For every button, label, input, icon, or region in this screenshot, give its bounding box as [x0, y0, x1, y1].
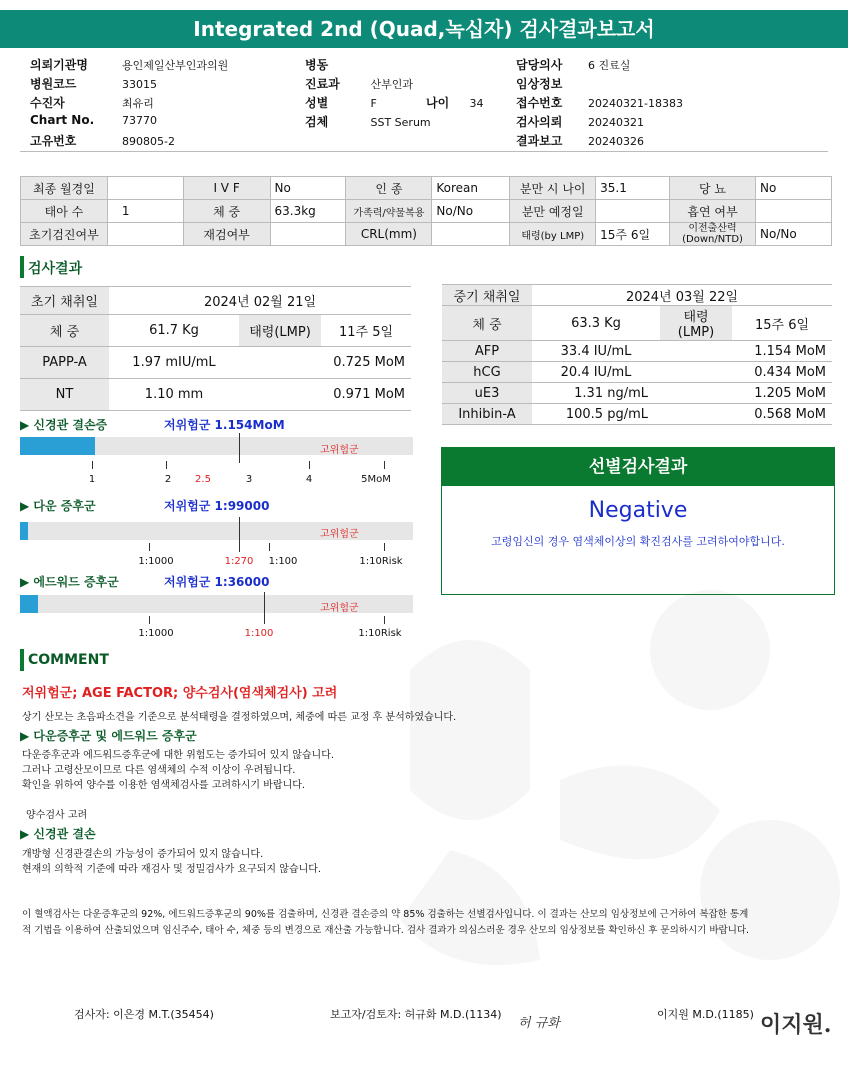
- age-value: 34: [469, 97, 484, 110]
- down-high-label: 고위험군: [320, 529, 359, 540]
- tester-name: 검사자: 이은경 M.T.(35454): [74, 1008, 214, 1021]
- info-value: 용인제일산부인과의원: [122, 59, 229, 72]
- second-marker-label: uE3: [442, 383, 532, 404]
- comment-line: 개방형 신경관결손의 가능성이 증가되어 있지 않습니다.: [22, 849, 264, 860]
- second-marker-mom: 1.154 MoM: [660, 341, 832, 362]
- down-threshold-marker: [239, 517, 240, 552]
- axis-tick: [166, 461, 167, 469]
- ntd-risk-fill: [20, 437, 95, 455]
- info-row: [30, 75, 290, 94]
- first-marker-row: [20, 379, 411, 411]
- edwards-risk-low: 저위험군 1:36000: [164, 575, 270, 589]
- ntd-threshold-marker: [239, 433, 240, 463]
- age-label: 나이: [426, 96, 450, 110]
- second-marker-label: hCG: [442, 362, 532, 383]
- clinical-value: 63.3kg: [270, 200, 346, 223]
- info-value: 20240321-18383: [588, 97, 683, 110]
- comment-line: 현재의 의학적 기준에 따라 재검사 및 정밀검사가 요구되지 않습니다.: [22, 864, 322, 875]
- specimen-value: SST Serum: [370, 116, 431, 129]
- down-risk-low: 저위험군 1:99000: [164, 499, 270, 513]
- clinical-label: 체 중: [183, 200, 270, 223]
- first-date-value: 2024년 02월 21일: [109, 287, 411, 315]
- clinical-label: CRL(mm): [346, 223, 432, 246]
- info-label: 수진자: [30, 96, 65, 110]
- ntd-tick-label: 2: [164, 474, 172, 485]
- second-date-value: 2024년 03월 22일: [532, 285, 832, 306]
- clinical-value: [107, 177, 183, 200]
- first-marker-label: NT: [20, 379, 109, 411]
- second-weight-row: [442, 306, 832, 341]
- info-value: 20240321: [588, 116, 644, 129]
- axis-tick: [309, 461, 310, 469]
- info-row: [30, 94, 290, 113]
- clinical-value: No: [270, 177, 346, 200]
- clinical-value: [432, 223, 510, 246]
- second-date-row: [442, 285, 832, 306]
- down-tick-label: 1:100: [268, 556, 298, 567]
- edwards-risk-fill: [20, 595, 38, 613]
- clinical-info-table: [20, 176, 832, 246]
- info-row: [516, 113, 836, 132]
- axis-tick: [149, 616, 150, 624]
- comment-line: 다운증후군과 에드워드증후군에 대한 위험도는 증가되어 있지 않습니다.: [22, 750, 335, 761]
- second-marker-value: 20.4 IU/mL: [532, 362, 660, 383]
- disclaimer-line: 적 기법을 이용하여 산출되었으며 임신주수, 태아 수, 체중 등의 변경으로 재산출 가능합니다. 검사 결과가 의심스러운 경우 산모의 임상정보를 확인하신 후 문의하시기 바랍니다.: [22, 925, 750, 936]
- down-tick-label: 1:270: [224, 556, 254, 567]
- comment-amnio: 양수검사 고려: [26, 810, 88, 821]
- specimen-label: 검체: [305, 115, 329, 129]
- ntd-tick-label: 3: [245, 474, 253, 485]
- info-label: 의뢰기관명: [30, 58, 88, 72]
- edwards-risk-title: ▶ 에드워드 증후군: [20, 575, 119, 589]
- second-marker-row: [442, 341, 832, 362]
- comment-down-lines: [22, 748, 334, 793]
- first-marker-label: PAPP-A: [20, 347, 109, 379]
- down-tick-label: 1:10Risk: [359, 556, 403, 567]
- first-weight-value: 61.7 Kg: [109, 315, 239, 347]
- second-marker-label: Inhibin-A: [442, 404, 532, 425]
- clinical-value: 1: [107, 200, 183, 223]
- first-weight-label: 체 중: [20, 315, 109, 347]
- comment-down-title: ▶ 다운증후군 및 에드워드 증후군: [20, 729, 197, 743]
- second-marker-label: AFP: [442, 341, 532, 362]
- first-trimester-table: [20, 286, 411, 411]
- second-marker-value: 33.4 IU/mL: [532, 341, 660, 362]
- info-value: 6 진료실: [588, 59, 631, 72]
- screening-result-value: Negative: [588, 498, 688, 523]
- first-weight-row: [20, 315, 411, 347]
- second-trimester-table: [442, 284, 832, 425]
- first-marker-mom: 0.725 MoM: [239, 347, 411, 379]
- ntd-tick-label: 4: [305, 474, 313, 485]
- clinical-value: 15주 6일: [596, 223, 670, 246]
- clinical-value: 35.1: [596, 177, 670, 200]
- second-weight-label: 체 중: [442, 306, 532, 341]
- info-row: [516, 132, 836, 151]
- second-ga-value: 15주 6일: [732, 306, 832, 341]
- first-marker-row: [20, 347, 411, 379]
- info-label: 접수번호: [516, 96, 563, 110]
- second-marker-value: 100.5 pg/mL: [532, 404, 660, 425]
- clinical-value: No/No: [756, 223, 832, 246]
- ward-label: 병동: [305, 58, 329, 72]
- down-risk-title: ▶ 다운 증후군: [20, 499, 96, 513]
- first-marker-value: 1.10 mm: [109, 379, 239, 411]
- clinical-row-1: [21, 177, 832, 200]
- clinical-label: 당 뇨: [670, 177, 756, 200]
- clinical-label: 인 종: [346, 177, 432, 200]
- second-marker-mom: 0.434 MoM: [660, 362, 832, 383]
- edwards-tick-label: 1:10Risk: [358, 628, 402, 639]
- axis-tick: [384, 543, 385, 551]
- info-value: 최유리: [122, 97, 154, 110]
- ntd-tick-label: 1: [88, 474, 96, 485]
- info-row: [516, 94, 836, 113]
- clinical-value: No: [756, 177, 832, 200]
- disclaimer: [22, 907, 834, 939]
- info-column-1: [30, 56, 290, 151]
- edwards-tick-label: 1:100: [244, 628, 274, 639]
- edwards-high-label: 고위험군: [320, 603, 359, 614]
- dept-value: 산부인과: [370, 78, 414, 91]
- info-label: 담당의사: [516, 58, 563, 72]
- comment-headline: 저위험군; AGE FACTOR; 양수검사(염색체검사) 고려: [22, 686, 338, 701]
- clinical-row-2: [21, 200, 832, 223]
- info-column-2: [305, 56, 505, 132]
- info-row: [30, 132, 290, 151]
- clinical-value: [596, 200, 670, 223]
- ntd-risk-title: ▶ 신경관 결손증: [20, 418, 108, 432]
- clinical-label: 가족력/약물복용: [346, 200, 432, 223]
- clinical-value: [107, 223, 183, 246]
- report-title: Integrated 2nd (Quad,녹십자) 검사결과보고서: [0, 10, 848, 48]
- sex-label: 성별: [305, 96, 329, 110]
- info-label: 병원코드: [30, 77, 77, 91]
- second-marker-mom: 1.205 MoM: [660, 383, 832, 404]
- clinical-label: 분만 시 나이: [510, 177, 596, 200]
- clinical-value: [756, 200, 832, 223]
- comment-ntd-title: ▶ 신경관 결손: [20, 827, 96, 841]
- clinical-label: 이전출산력 (Down/NTD): [670, 223, 756, 246]
- edwards-threshold-marker: [264, 592, 265, 624]
- clinical-label: 태령(by LMP): [510, 223, 596, 246]
- second-date-label: 중기 채취일: [442, 285, 532, 306]
- axis-tick: [92, 461, 93, 469]
- first-ga-label: 태령(LMP): [239, 315, 321, 347]
- info-row: [30, 56, 290, 75]
- clinical-row-3: [21, 223, 832, 246]
- doctor-name: 이지원 M.D.(1185): [657, 1008, 754, 1021]
- comment-line: 확인을 위하여 양수를 이용한 염색체검사를 고려하시기 바랍니다.: [22, 780, 306, 791]
- second-marker-row: [442, 404, 832, 425]
- info-label: 고유번호: [30, 134, 77, 148]
- comment-line: 상기 산모는 초음파소견을 기준으로 분석태령을 결정하였으며, 체중에 따른 교정 후 분석하였습니다.: [22, 712, 457, 723]
- disclaimer-line: 이 혈액검사는 다운증후군의 92%, 에드워드증후군의 90%를 검출하며, 신경관 결손증의 약 85% 검출하는 선별검사입니다. 이 결과는 산모의 임상정보에 근거하여 복잡한 통계: [22, 909, 749, 920]
- result-section-marker: [20, 256, 24, 278]
- info-divider: [20, 151, 828, 152]
- second-weight-value: 63.3 Kg: [532, 306, 660, 341]
- clinical-label: 흡연 여부: [670, 200, 756, 223]
- comment-line: 그러나 고령산모이므로 다른 염색체의 수적 이상이 우려됩니다.: [22, 765, 296, 776]
- ntd-risk-low: 저위험군 1.154MoM: [164, 418, 285, 432]
- clinical-label: 태아 수: [21, 200, 108, 223]
- first-date-row: [20, 287, 411, 315]
- sex-value: F: [370, 97, 377, 110]
- screening-result-box: [441, 447, 835, 595]
- down-tick-label: 1:1000: [138, 556, 174, 567]
- info-label: 검사의뢰: [516, 115, 563, 129]
- dept-label: 진료과: [305, 77, 340, 91]
- comment-section-marker: [20, 649, 24, 671]
- down-risk-fill: [20, 522, 28, 540]
- ntd-tick-label: 5MoM: [361, 474, 391, 485]
- first-marker-mom: 0.971 MoM: [239, 379, 411, 411]
- clinical-label: 재검여부: [183, 223, 270, 246]
- info-row: [516, 75, 836, 94]
- clinical-label: 분만 예정일: [510, 200, 596, 223]
- ntd-high-label: 고위험군: [320, 445, 359, 456]
- axis-tick: [269, 543, 270, 551]
- first-marker-value: 1.97 mIU/mL: [109, 347, 239, 379]
- clinical-label: 최종 월경일: [21, 177, 108, 200]
- second-ga-label: 태령(LMP): [660, 306, 732, 341]
- second-marker-row: [442, 362, 832, 383]
- result-section-title: 검사결과: [28, 261, 83, 277]
- axis-tick: [149, 543, 150, 551]
- info-value: 33015: [122, 78, 157, 91]
- info-row: [516, 56, 836, 75]
- info-row: [30, 113, 290, 132]
- comment-section-title: COMMENT: [28, 652, 109, 668]
- second-marker-value: 1.31 ng/mL: [532, 383, 660, 404]
- screening-result-title: 선별검사결과: [442, 448, 834, 486]
- info-value: 73770: [122, 114, 157, 127]
- clinical-value: Korean: [432, 177, 510, 200]
- axis-tick: [384, 461, 385, 469]
- info-column-3: [516, 56, 836, 151]
- screening-result-note: 고령임신의 경우 염색체이상의 확진검사를 고려하여야합니다.: [491, 535, 785, 548]
- axis-tick: [384, 616, 385, 624]
- info-label: 임상정보: [516, 77, 563, 91]
- info-label: Chart No.: [30, 113, 95, 127]
- first-date-label: 초기 채취일: [20, 287, 109, 315]
- ntd-tick-label: 2.5: [195, 474, 211, 485]
- clinical-value: [270, 223, 346, 246]
- doctor-signature: 이지원.: [760, 1012, 832, 1038]
- clinical-label: 초기검진여부: [21, 223, 108, 246]
- info-label: 결과보고: [516, 134, 563, 148]
- clinical-label: I V F: [183, 177, 270, 200]
- comment-ntd-lines: [22, 847, 321, 877]
- clinical-value: No/No: [432, 200, 510, 223]
- edwards-tick-label: 1:1000: [138, 628, 174, 639]
- info-value: 890805-2: [122, 135, 175, 148]
- info-value: 20240326: [588, 135, 644, 148]
- reporter-name: 보고자/검토자: 허규화 M.D.(1134): [330, 1008, 502, 1021]
- watermark-logo: [330, 590, 848, 1010]
- second-marker-row: [442, 383, 832, 404]
- second-marker-mom: 0.568 MoM: [660, 404, 832, 425]
- first-ga-value: 11주 5일: [321, 315, 411, 347]
- reporter-signature: 허 규화: [518, 1016, 560, 1031]
